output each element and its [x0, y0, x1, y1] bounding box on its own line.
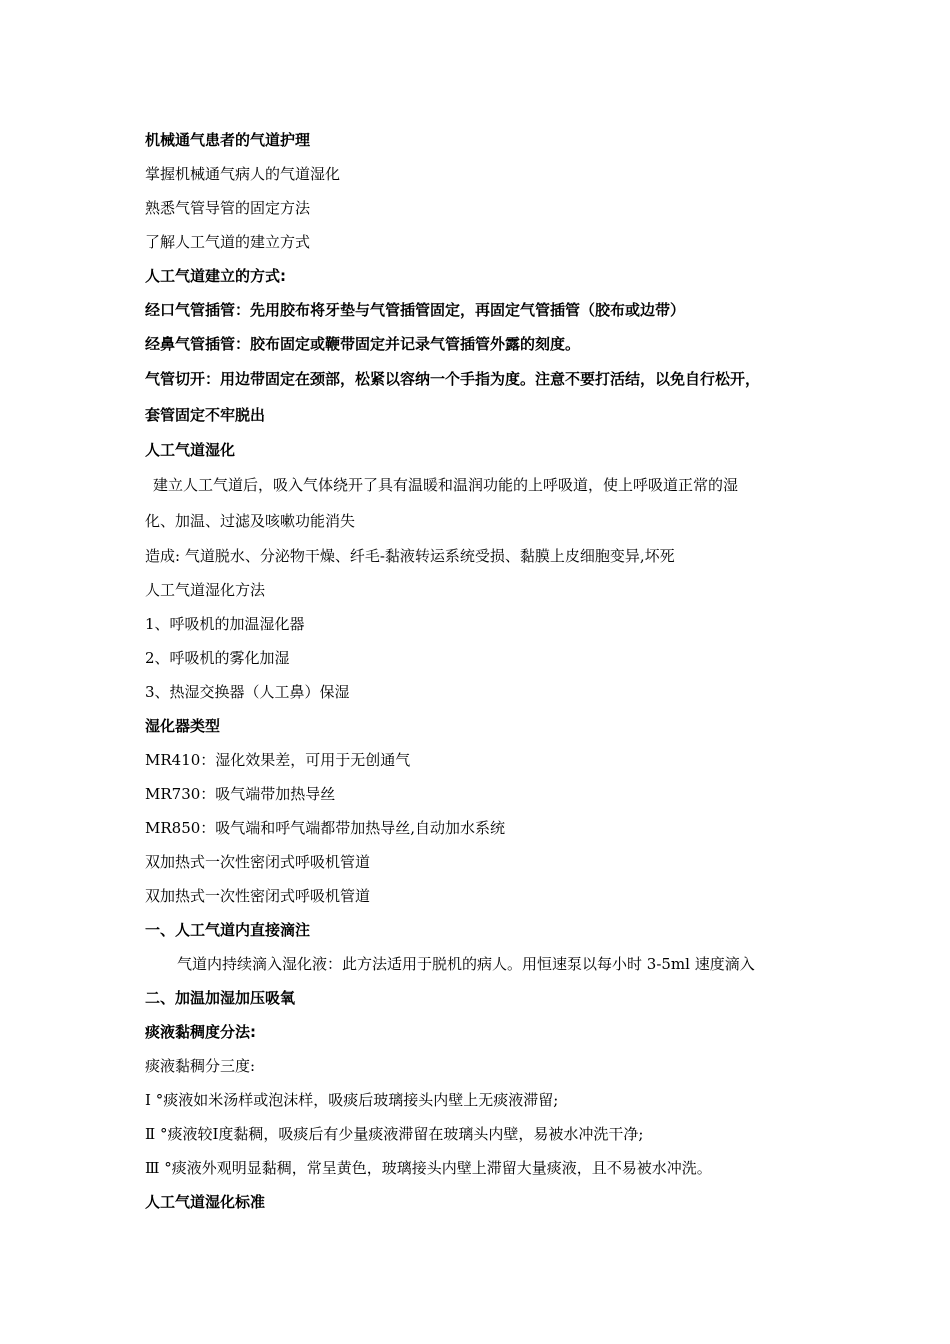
tracheotomy-text-line2: 套管固定不牢脱出: [145, 406, 266, 424]
humidification-paragraph-line1: 建立人工气道后，吸入气体绕开了具有温暖和温润功能的上呼吸道，使上呼吸道正常的湿: [153, 476, 739, 494]
method-title: 人工气道湿化方法: [145, 581, 266, 599]
sputum-grade-3: Ⅲ °痰液外观明显黏稠，常呈黄色，玻璃接头内壁上滞留大量痰液，且不易被水冲洗。: [145, 1159, 712, 1177]
humidifier-mr410: MR410：湿化效果差，可用于无创通气: [145, 751, 411, 769]
document-title: 机械通气患者的气道护理: [145, 131, 311, 149]
humidifier-mr850: MR850：吸气端和呼气端都带加热导丝,自动加水系统: [145, 819, 506, 837]
method-item-2: 2、呼吸机的雾化加湿: [145, 649, 290, 667]
sputum-grade-2: Ⅱ °痰液较Ⅰ度黏稠，吸痰后有少量痰液滞留在玻璃头内壁，易被水冲洗干净;: [145, 1125, 644, 1143]
section-heading-direct-drip: 一、人工气道内直接滴注: [145, 921, 311, 939]
cause-text: 造成: 气道脱水、分泌物干燥、纤毛-黏液转运系统受损、黏膜上皮细胞变异,坏死: [145, 547, 675, 565]
section-heading-sputum-viscosity: 痰液黏稠度分法:: [145, 1023, 256, 1041]
nasal-intubation-text: 经鼻气管插管：胶布固定或鞭带固定并记录气管插管外露的刻度。: [145, 335, 581, 353]
section-heading-humidification-standard: 人工气道湿化标准: [145, 1193, 266, 1211]
oral-intubation-text: 经口气管插管：先用胶布将牙垫与气管插管固定，再固定气管插管（胶布或边带）: [145, 301, 686, 319]
section-heading-heated-oxygen: 二、加温加湿加压吸氧: [145, 989, 296, 1007]
method-item-1: 1、呼吸机的加温湿化器: [145, 615, 305, 633]
document-body: [145, 123, 815, 1219]
humidifier-mr730: MR730：吸气端带加热导丝: [145, 785, 336, 803]
method-item-3: 3、热湿交换器（人工鼻）保湿: [145, 683, 350, 701]
dual-heated-circuit-1: 双加热式一次性密闭式呼吸机管道: [145, 853, 371, 871]
humidification-paragraph-line2: 化、加温、过滤及咳嗽功能消失: [145, 512, 356, 530]
direct-drip-text: 气道内持续滴入湿化液：此方法适用于脱机的病人。用恒速泵以每小时 3-5ml 速度滴入: [177, 955, 755, 973]
section-heading-humidification: 人工气道湿化: [145, 441, 236, 459]
section-heading-humidifier-types: 湿化器类型: [145, 717, 221, 735]
sputum-grade-1: Ⅰ °痰液如米汤样或泡沫样，吸痰后玻璃接头内壁上无痰液滞留;: [145, 1091, 559, 1109]
tracheotomy-text-line1: 气管切开：用边带固定在颈部，松紧以容纳一个手指为度。注意不要打活结，以免自行松开，: [145, 370, 761, 388]
dual-heated-circuit-2: 双加热式一次性密闭式呼吸机管道: [145, 887, 371, 905]
objective-1: 掌握机械通气病人的气道湿化: [145, 165, 341, 183]
section-heading-establish: 人工气道建立的方式:: [145, 267, 286, 285]
objective-2: 熟悉气管导管的固定方法: [145, 199, 311, 217]
sputum-intro: 痰液黏稠分三度:: [145, 1057, 256, 1075]
objective-3: 了解人工气道的建立方式: [145, 233, 311, 251]
